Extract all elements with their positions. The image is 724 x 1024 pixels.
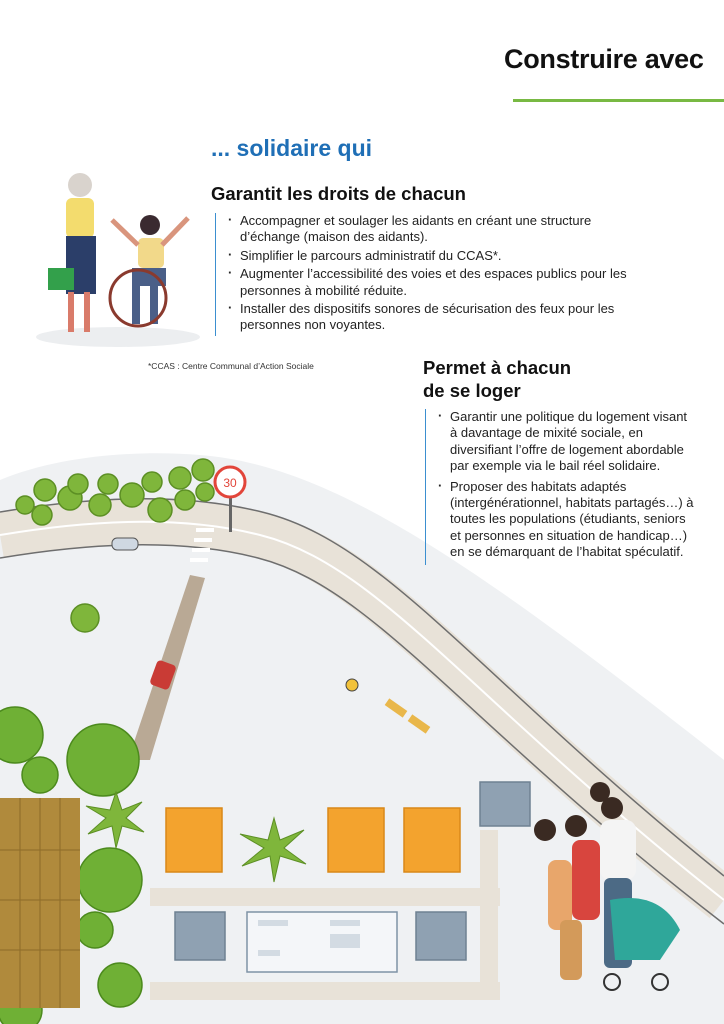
title-underline <box>513 99 724 102</box>
section-heading: ... solidaire qui <box>211 135 373 161</box>
list-item: · Simplifier le parcours administratif du CCAS*. <box>226 248 636 264</box>
list-item: · Augmenter l’accessibilité des voies et des espaces publics pour les personnes à mobilité réduite. <box>226 266 636 299</box>
pedestrian-icon <box>346 679 358 691</box>
footnote: *CCAS : Centre Communal d’Action Sociale <box>148 361 314 371</box>
list-item: · Accompagner et soulager les aidants en créant une structure d’échange (maison des aidants). <box>226 213 636 246</box>
list-item: · Proposer des habitats adaptés (intergénérationnel, habitats partagés…) à toutes les populations (étudiants, seniors et personnes en situation de handicap…) en se démarquant de l’habitat spéculatif. <box>436 479 696 561</box>
block2-list <box>425 409 696 565</box>
block2-title-line2: de se loger <box>423 380 521 401</box>
list-item: · Installer des dispositifs sonores de sécurisation des feux pour les personnes non voyantes. <box>226 301 636 334</box>
block2-title <box>423 356 571 402</box>
sign-pole <box>229 496 232 532</box>
tree <box>71 604 99 632</box>
speed-limit-value: 30 <box>223 476 237 490</box>
block1-title: Garantit les droits de chacun <box>211 183 466 204</box>
handbag-icon <box>48 268 74 290</box>
block1-list <box>215 213 636 336</box>
wheelchair-user-illustration <box>110 215 188 326</box>
list-item: · Garantir une politique du logement visant à davantage de mixité sociale, en diversifiant l’offre de logement abordable par exemple via le bail réel solidaire. <box>436 409 696 475</box>
page-title: Construire avec <box>504 44 704 74</box>
block2-title-line1: Permet à chacun <box>423 357 572 378</box>
scooter-icon <box>112 538 138 550</box>
caregiver-illustration <box>48 173 96 332</box>
